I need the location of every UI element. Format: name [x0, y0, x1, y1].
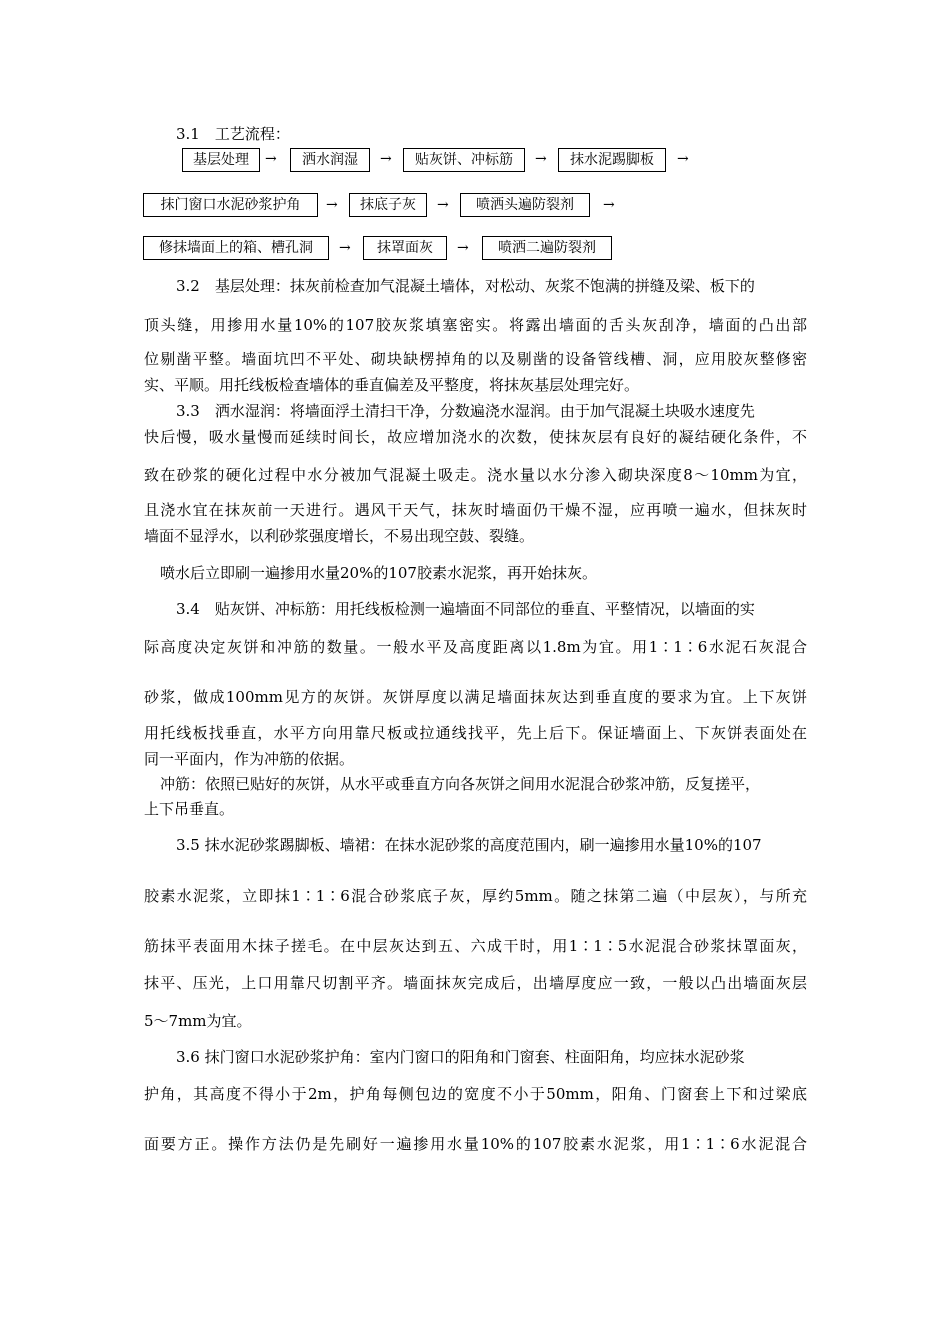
section-3-4-line-3: 砂浆，做成100mm见方的灰饼。灰饼厚度以满足墙面抹灰达到垂直度的要求为宜。上下灰饼: [144, 688, 807, 706]
section-3-4-chongjin-2: 上下吊垂直。: [144, 800, 235, 818]
flow-arrow-icon: →: [677, 151, 689, 167]
flow-step-2: 洒水润湿: [290, 148, 370, 172]
flow-arrow-icon: →: [326, 197, 338, 213]
section-3-2-line-4: 实、平顺。用托线板检查墙体的垂直偏差及平整度，将抹灰基层处理完好。: [144, 376, 640, 394]
flow-step-3: 贴灰饼、冲标筋: [403, 148, 525, 172]
section-3-3-line-1: 3.3 洒水湿润：将墙面浮土清扫干净，分数遍浇水湿润。由于加气混凝土块吸水速度先: [176, 402, 755, 420]
section-3-4-chongjin-1: 冲筋：依照已贴好的灰饼，从水平或垂直方向各灰饼之间用水泥混合砂浆冲筋，反复搓平，: [160, 775, 761, 793]
flow-arrow-icon: →: [535, 151, 547, 167]
section-3-3-line-5: 墙面不显浮水，以利砂浆强度增长，不易出现空鼓、裂缝。: [144, 527, 535, 545]
section-3-6-line-3: 面要方正。操作方法仍是先刷好一遍掺用水量10%的107胶素水泥浆，用1∶1∶6水泥混合: [144, 1135, 807, 1153]
section-3-2-line-2: 顶头缝，用掺用水量10%的107胶灰浆填塞密实。将露出墙面的舌头灰刮净，墙面的凸出部: [144, 316, 807, 334]
flow-step-1: 基层处理: [182, 148, 260, 172]
section-3-5-line-2: 胶素水泥浆，立即抹1∶1∶6混合砂浆底子灰，厚约5mm。随之抹第二遍（中层灰），与所充: [144, 887, 807, 905]
flow-arrow-icon: →: [603, 197, 615, 213]
section-3-3-line-2: 快后慢，吸水量慢而延续时间长，故应增加浇水的次数，使抹灰层有良好的凝结硬化条件，不: [144, 428, 807, 446]
flow-step-8: 修抹墙面上的箱、槽孔洞: [143, 236, 329, 260]
section-3-4-line-5: 同一平面内，作为冲筋的依据。: [144, 750, 355, 768]
section-3-5-line-4: 抹平、压光，上口用靠尺切割平齐。墙面抹灰完成后，出墙厚度应一致，一般以凸出墙面灰层: [144, 974, 807, 992]
flow-arrow-icon: →: [457, 240, 469, 256]
flow-step-10: 喷洒二遍防裂剂: [482, 236, 612, 260]
flow-arrow-icon: →: [339, 240, 351, 256]
section-3-5-line-1: 3.5 抹水泥砂浆踢脚板、墙裙：在抹水泥砂浆的高度范围内，刷一遍掺用水量10%的107: [176, 836, 762, 854]
flow-heading: 3.1 工艺流程：: [176, 125, 290, 143]
flow-step-9: 抹罩面灰: [363, 236, 447, 260]
section-3-5-line-5: 5～7mm为宜。: [144, 1012, 252, 1030]
flow-arrow-icon: →: [437, 197, 449, 213]
flow-arrow-icon: →: [265, 151, 277, 167]
section-3-2-line-1: 3.2 基层处理：抹灰前检查加气混凝土墙体，对松动、灰浆不饱满的拼缝及梁、板下的: [176, 277, 755, 295]
section-3-2-line-3: 位剔凿平整。墙面坑凹不平处、砌块缺楞掉角的以及剔凿的设备管线槽、洞，应用胶灰整修密: [144, 350, 807, 368]
section-3-6-line-2: 护角，其高度不得小于2m，护角每侧包边的宽度不小于50mm，阳角、门窗套上下和过梁底: [144, 1085, 807, 1103]
section-3-3-line-4: 且浇水宜在抹灰前一天进行。遇风干天气，抹灰时墙面仍干燥不湿，应再喷一遍水，但抹灰时: [144, 501, 807, 519]
section-3-6-line-1: 3.6 抹门窗口水泥砂浆护角：室内门窗口的阳角和门窗套、柱面阳角，均应抹水泥砂浆: [176, 1048, 745, 1066]
section-3-4-line-1: 3.4 贴灰饼、冲标筋：用托线板检测一遍墙面不同部位的垂直、平整情况，以墙面的实: [176, 600, 755, 618]
flow-step-6: 抹底子灰: [349, 193, 427, 217]
flow-arrow-icon: →: [380, 151, 392, 167]
flow-step-7: 喷洒头遍防裂剂: [460, 193, 590, 217]
flow-step-5: 抹门窗口水泥砂浆护角: [143, 193, 318, 217]
section-3-4-line-4: 用托线板找垂直，水平方向用靠尺板或拉通线找平，先上后下。保证墙面上、下灰饼表面处在: [144, 724, 807, 742]
flow-step-4: 抹水泥踢脚板: [558, 148, 666, 172]
section-3-4-line-2: 际高度决定灰饼和冲筋的数量。一般水平及高度距离以1.8m为宜。用1∶1∶6水泥石灰混合: [144, 638, 807, 656]
section-3-3-line-3: 致在砂浆的硬化过程中水分被加气混凝土吸走。浇水量以水分渗入砌块深度8～10mm为宜，: [144, 466, 807, 484]
section-3-5-line-3: 筋抹平表面用木抹子搓毛。在中层灰达到五、六成干时，用1∶1∶5水泥混合砂浆抹罩面灰，: [144, 937, 807, 955]
section-3-3-note: 喷水后立即刷一遍掺用水量20%的107胶素水泥浆，再开始抹灰。: [160, 564, 597, 582]
